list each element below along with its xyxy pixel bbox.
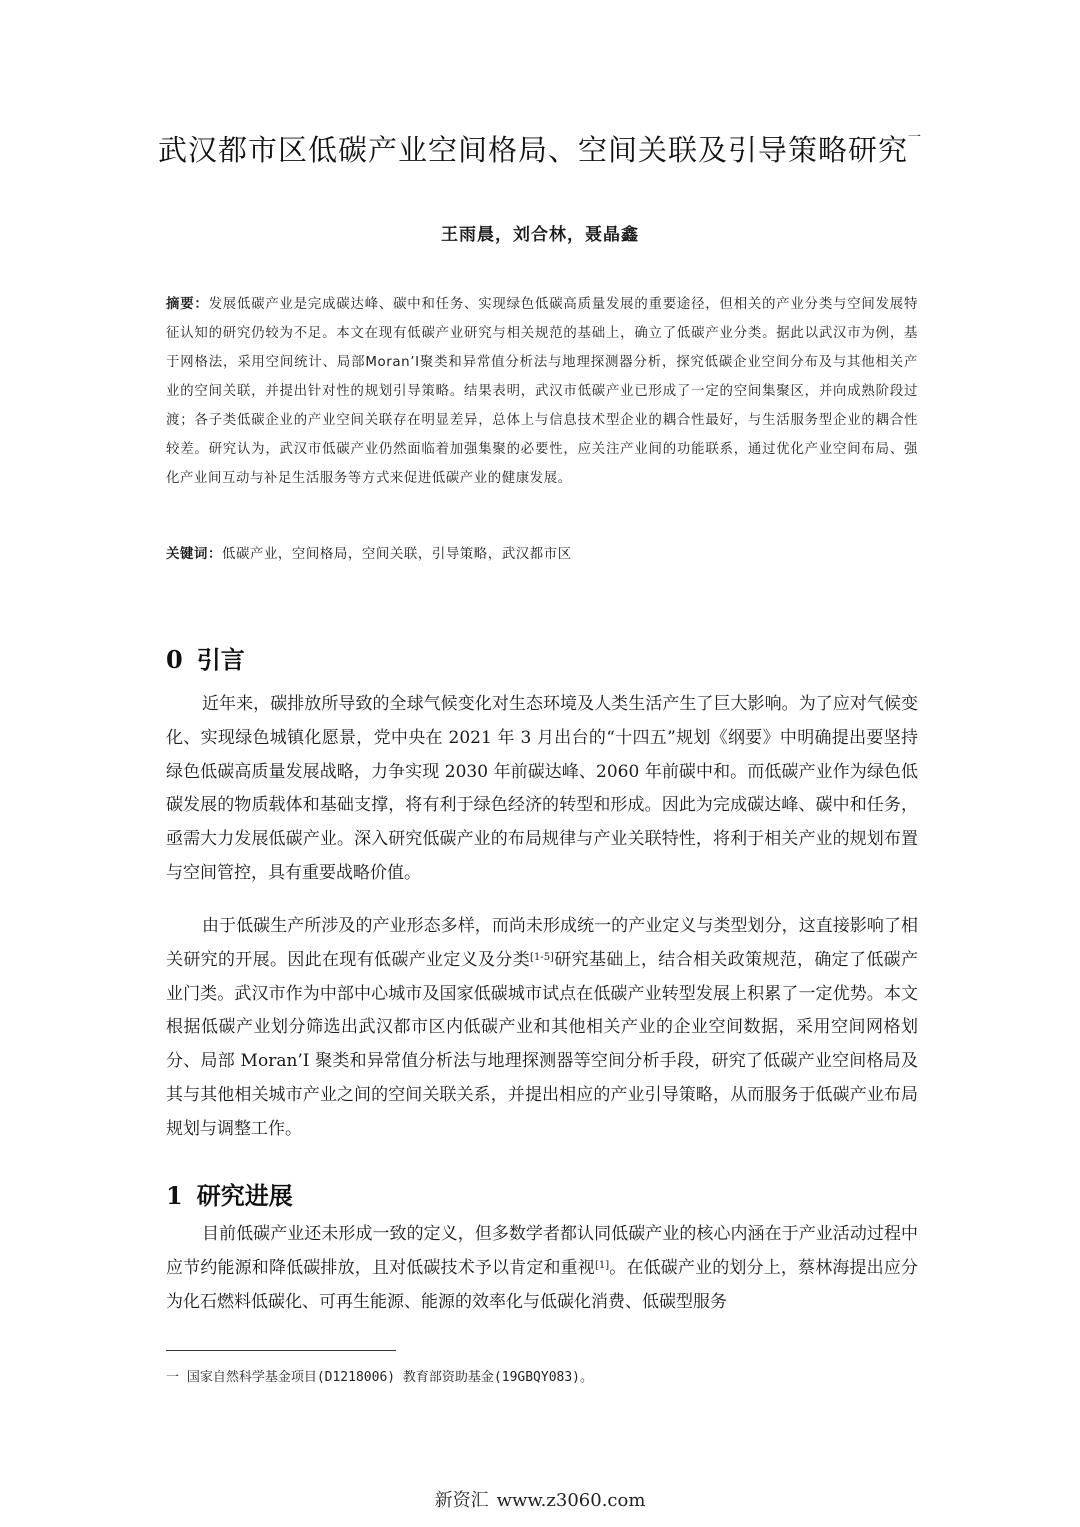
abstract (166, 290, 918, 493)
section-number: 1 (166, 1181, 183, 1210)
keywords-text: 低碳产业，空间格局，空间关联，引导策略，武汉都市区 (221, 547, 572, 562)
intro-paragraph-1: 近年来，碳排放所导致的全球气候变化对生态环境及人类生活产生了巨大影响。为了应对气候变化、实现绿色城镇化愿景，党中央在 2021 年 3 月出台的“十四五”规划《纲要》中明确提出要坚持绿色低碳高质量发展战略，力争实现 2030 年前碳达峰、2060 年前碳中和。而低碳产业作为绿色低碳发展的物质载体和基础支撑，将有利于绿色经济的转型和形成。因此为完成碳达峰、碳中和任务，亟需大力发展低碳产业。深入研究低碳产业的布局规律与产业关联特性，将利于相关产业的规划布置与空间管控，具有重要战略价值。 (166, 694, 918, 883)
intro-paragraph-2 (166, 910, 918, 1147)
footnote: 一 国家自然科学基金项目(D1218006) 教育部资助基金(19GBQY083)。 (166, 1370, 594, 1385)
paper-title (0, 128, 1080, 169)
abstract-label: 摘要： (166, 297, 209, 312)
keywords (166, 540, 918, 569)
section-title: 研究进展 (196, 1182, 293, 1210)
progress-paragraph-1-text-b: 。在低碳产业的划分上，蔡林海提出应分为化石燃料低碳化、可再生能源、能源的效率化与低碳化消费、低碳型服务 (166, 1257, 918, 1312)
abstract-text: 发展低碳产业是完成碳达峰、碳中和任务、实现绿色低碳高质量发展的重要途径，但相关的产业分类与空间发展特征认知的研究仍较为不足。本文在现有低碳产业研究与相关规范的基础上，确立了低碳产业分类。据此以武汉市为例，基于网格法，采用空间统计、局部Moran’I聚类和异常值分析法与地理探测器分析，探究低碳企业空间分布及与其他相关产业的空间关联，并提出针对性的规划引导策略。结果表明，武汉市低碳产业已形成了一定的空间集聚区，并向成熟阶段过渡；各子类低碳企业的产业空间关联存在明显差异，总体上与信息技术型企业的耦合性最好，与生活服务型企业的耦合性较差。研究认为，武汉市低碳产业仍然面临着加强集聚的必要性，应关注产业间的功能联系，通过优化产业空间布局、强化产业间互动与补足生活服务等方式来促进低碳产业的健康发展。 (166, 297, 918, 486)
watermark-url: www.z3060.com (496, 1490, 646, 1511)
title-text: 武汉都市区低碳产业空间格局、空间关联及引导策略研究 (157, 133, 908, 167)
progress-paragraph-1 (166, 1218, 918, 1319)
watermark (0, 1486, 1080, 1512)
section-title: 引言 (196, 646, 245, 674)
intro-paragraph-2-text-b: 研究基础上，结合相关政策规范，确定了低碳产业门类。武汉市作为中部中心城市及国家低碳城市试点在低碳产业转型发展上积累了一定优势。本文根据低碳产业划分筛选出武汉都市区内低碳产业和其他相关产业的企业空间数据，采用空间网格划分、局部 Moran’I 聚类和异常值分析法与地理探测器等空间分析手段，研究了低碳产业空间格局及其与其他相关城市产业之间的空间关联关系，并提出相应的产业引导策略，从而服务于低碳产业布局规划与调整工作。 (166, 949, 918, 1139)
section-number: 0 (166, 645, 183, 674)
watermark-brand: 新资汇 (434, 1490, 489, 1511)
intro-paragraph-2-text-a: 由于低碳生产所涉及的产业形态多样，而尚未形成统一的产业定义与类型划分，这直接影响了相关研究的开展。因此在现有低碳产业定义及分类 (166, 916, 918, 970)
author-list: 王雨晨，刘合林，聂晶鑫 (441, 225, 639, 245)
keywords-label: 关键词： (166, 547, 222, 562)
section-heading-progress (166, 1176, 293, 1211)
footnote-divider (166, 1350, 396, 1351)
citation-ref: [1-5] (530, 951, 554, 963)
progress-paragraph-1-text-a: 目前低碳产业还未形成一致的定义，但多数学者都认同低碳产业的核心内涵在于产业活动过程中应节约能源和降低碳排放，且对低碳技术予以肯定和重视 (166, 1224, 918, 1278)
section-heading-intro (166, 640, 245, 675)
citation-ref: [1] (594, 1259, 610, 1271)
title-footnote-mark: 一 (908, 130, 923, 145)
